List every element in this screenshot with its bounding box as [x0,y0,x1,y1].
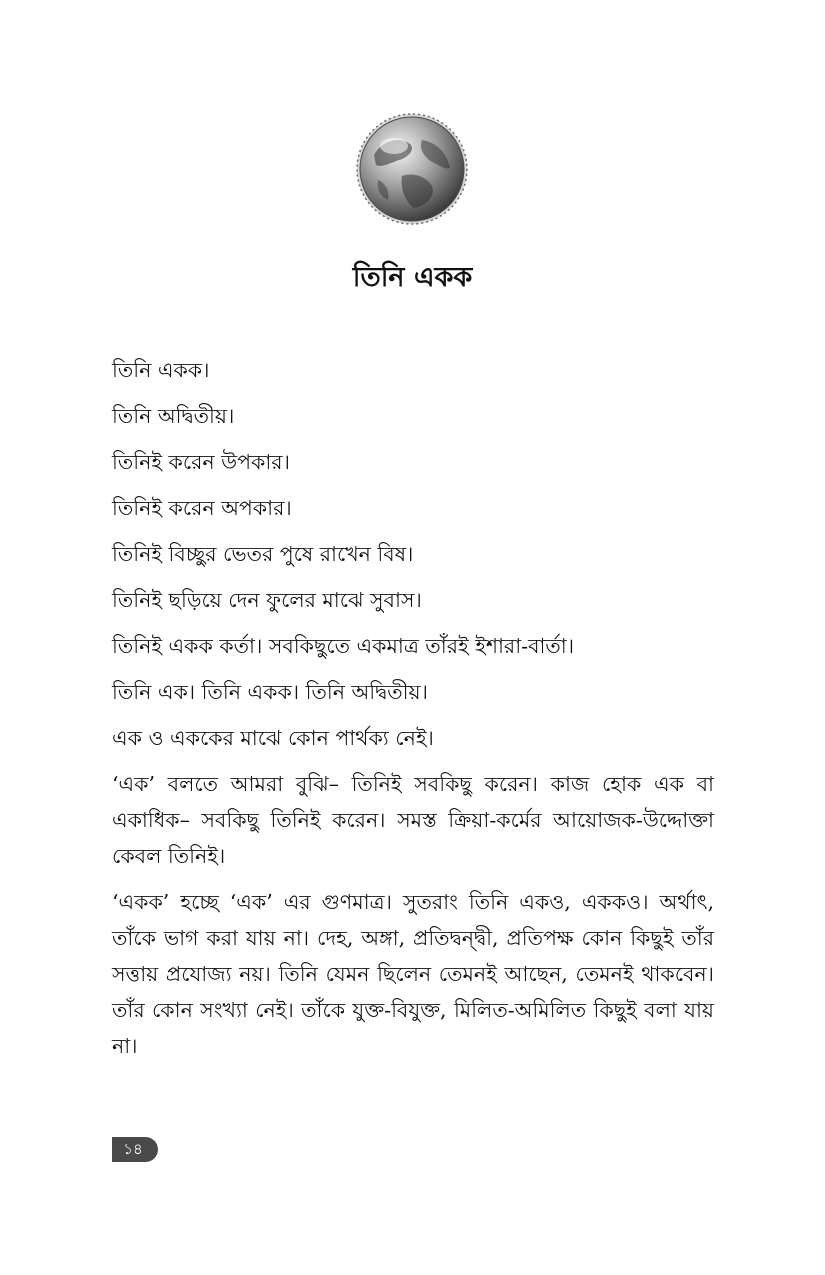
text-line: তিনি এক। তিনি একক। তিনি অদ্বিতীয়। [112,680,428,704]
text-line: তিনিই করেন উপকার। [112,450,290,474]
text-line: তিনিই বিচ্ছুর ভেতর পুষে রাখেন বিষ। [112,542,414,566]
page-number-badge: ১৪ [112,1137,158,1162]
text-line: তিনি অদ্বিতীয়। [112,404,235,428]
text-line: তিনিই করেন অপকার। [112,496,292,520]
paragraph: ‘এক’ বলতে আমরা বুঝি– তিনিই সবকিছু করেন। কাজ হোক এক বা একাধিক– সবকিছু তিনিই করেন। সমস্ত ক্রিয়া-কর্মের আয়োজক-উদ্দোক্তা কেবল তিনিই। [112,772,714,868]
text-line: তিনি একক। [112,358,210,382]
main-text [112,352,714,1074]
text-line: এক ও এককের মাঝে কোন পার্থক্য নেই। [112,726,434,750]
paragraph: ‘একক’ হচ্ছে ‘এক’ এর গুণমাত্র। সুতরাং তিনি একও, এককও। অর্থাৎ, তাঁকে ভাগ করা যায় না। দেহ, অঙ্গা, প্রতিদ্বন্দ্বী, প্রতিপক্ষ কোন কিছুই তাঁর সত্তায় প্রযোজ্য নয়। তিনি যেমন ছিলেন তেমনই আছেন, তেমনই থাকবেন। তাঁর কোন সংখ্যা নেই। তাঁকে যুক্ত-বিযুক্ত, মিলিত-অমিলিত কিছুই বলা যায় না। [112,890,714,1058]
page-title: তিনি একক [352,262,473,293]
globe-illustration [352,110,472,228]
text-line: তিনিই ছড়িয়ে দেন ফুলের মাঝে সুবাস। [112,588,422,612]
globe-icon [352,110,472,228]
text-line: তিনিই একক কর্তা। সবকিছুতে একমাত্র তাঁরই ইশারা-বার্তা। [112,634,575,658]
